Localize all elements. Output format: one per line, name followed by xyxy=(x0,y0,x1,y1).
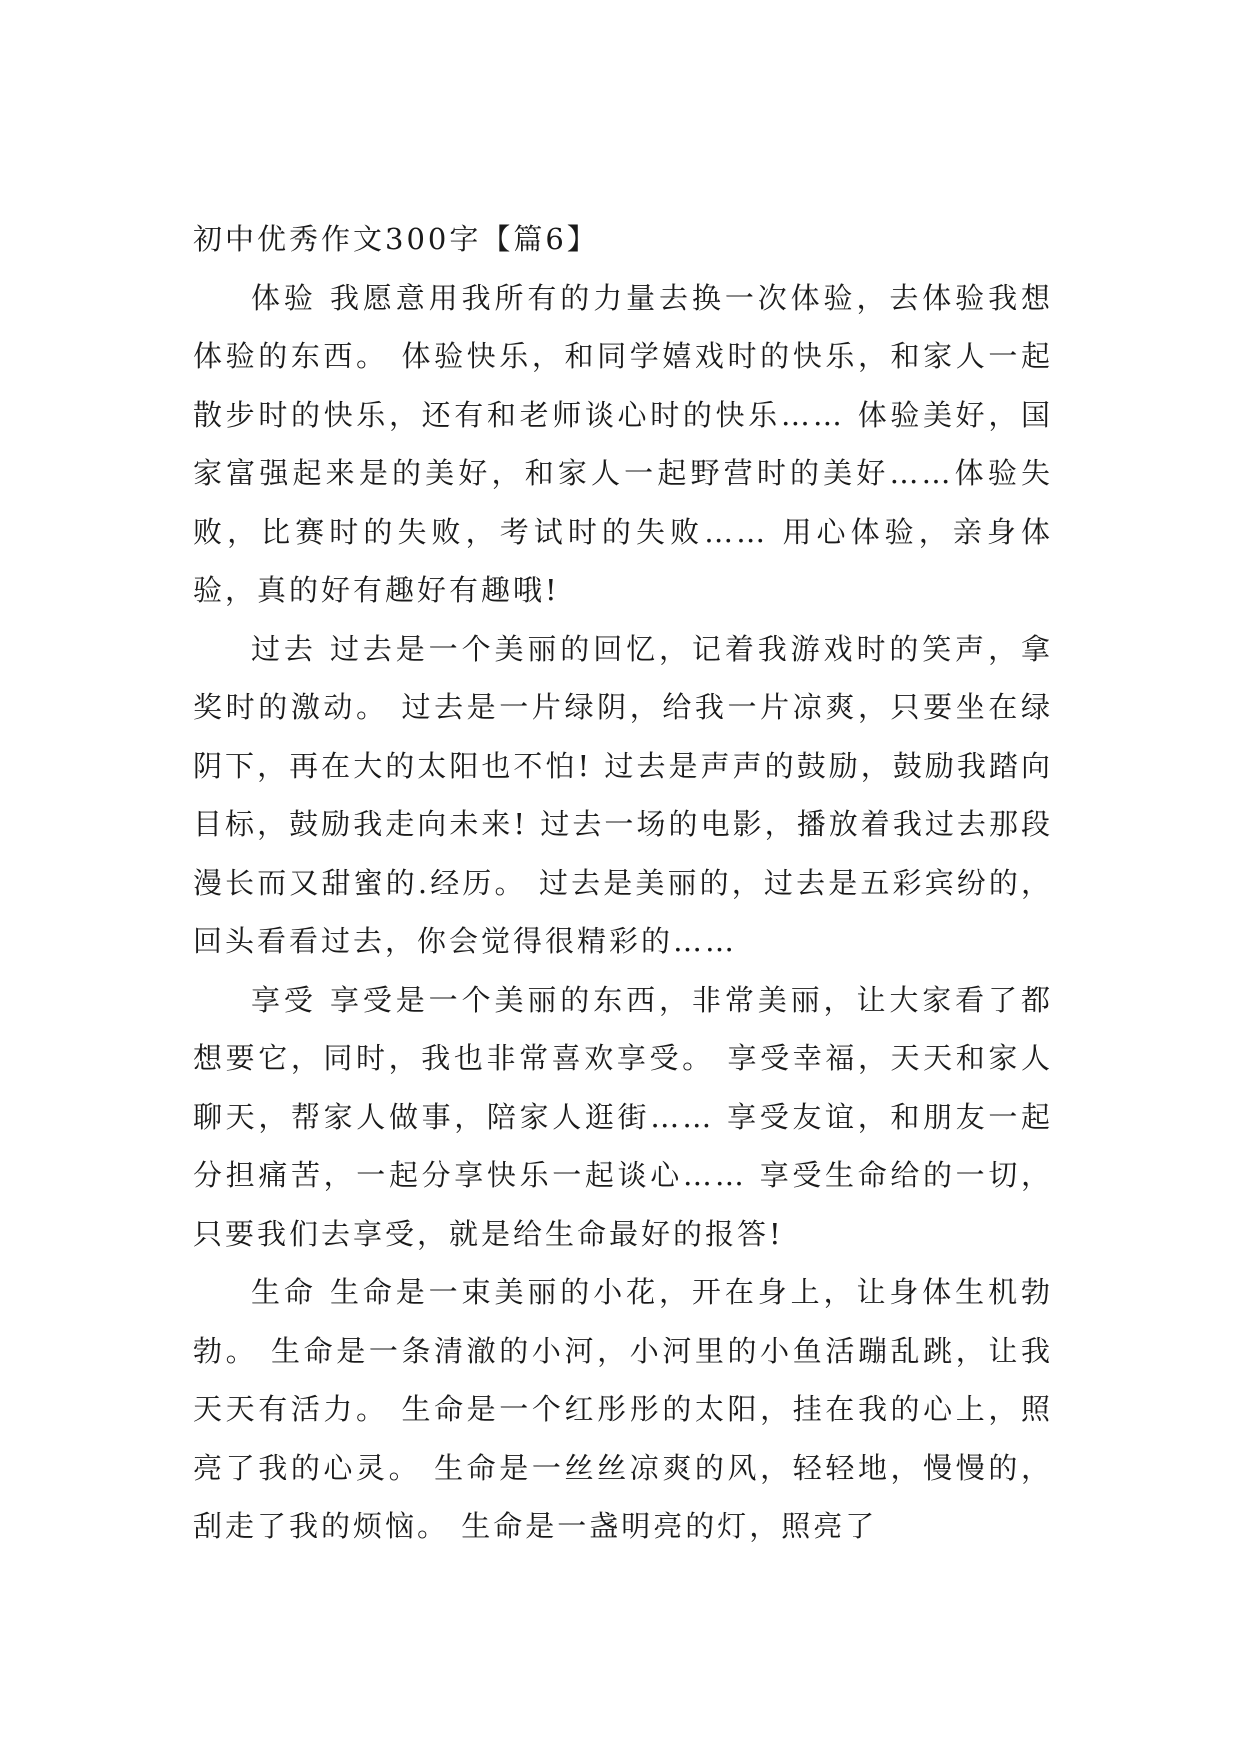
paragraph-enjoyment: 享受 享受是一个美丽的东西，非常美丽，让大家看了都想要它，同时，我也非常喜欢享受。 享受幸福，天天和家人聊天，帮家人做事，陪家人逛街…… 享受友谊，和朋友一起分担痛苦，一起分享快乐一起谈心…… 享受生命给的一切，只要我们去享受，就是给生命最好的报答! xyxy=(193,982,1053,1251)
paragraph-life: 生命 生命是一束美丽的小花，开在身上，让身体生机勃勃。 生命是一条清澈的小河，小河里的小鱼活蹦乱跳，让我天天有活力。 生命是一个红彤彤的太阳，挂在我的心上，照亮了我的心灵。 生命是一丝丝凉爽的风，轻轻地，慢慢的，刮走了我的烦恼。 生命是一盏明亮的灯，照亮了 xyxy=(193,1275,1053,1543)
document-title: 初中优秀作文300字【篇6】 xyxy=(193,222,599,256)
paragraph-past: 过去 过去是一个美丽的回忆，记着我游戏时的笑声，拿奖时的激动。 过去是一片绿阴，给我一片凉爽，只要坐在绿阴下，再在大的太阳也不怕! 过去是声声的鼓励，鼓励我踏向目标，鼓励我走向未来! 过去一场的电影，播放着我过去那段漫长而又甜蜜的.经历。 过去是美丽的，过去是五彩宾纷的，回头看看过去，你会觉得很精彩的…… xyxy=(193,631,1053,958)
document-body xyxy=(193,210,1053,1556)
paragraph-experience: 体验 我愿意用我所有的力量去换一次体验，去体验我想体验的东西。 体验快乐，和同学嬉戏时的快乐，和家人一起散步时的快乐，还有和老师谈心时的快乐…… 体验美好，国家富强起来是的美好，和家人一起野营时的美好……体验失败，比赛时的失败，考试时的失败…… 用心体验，亲身体验，真的好有趣好有趣哦! xyxy=(193,280,1053,607)
